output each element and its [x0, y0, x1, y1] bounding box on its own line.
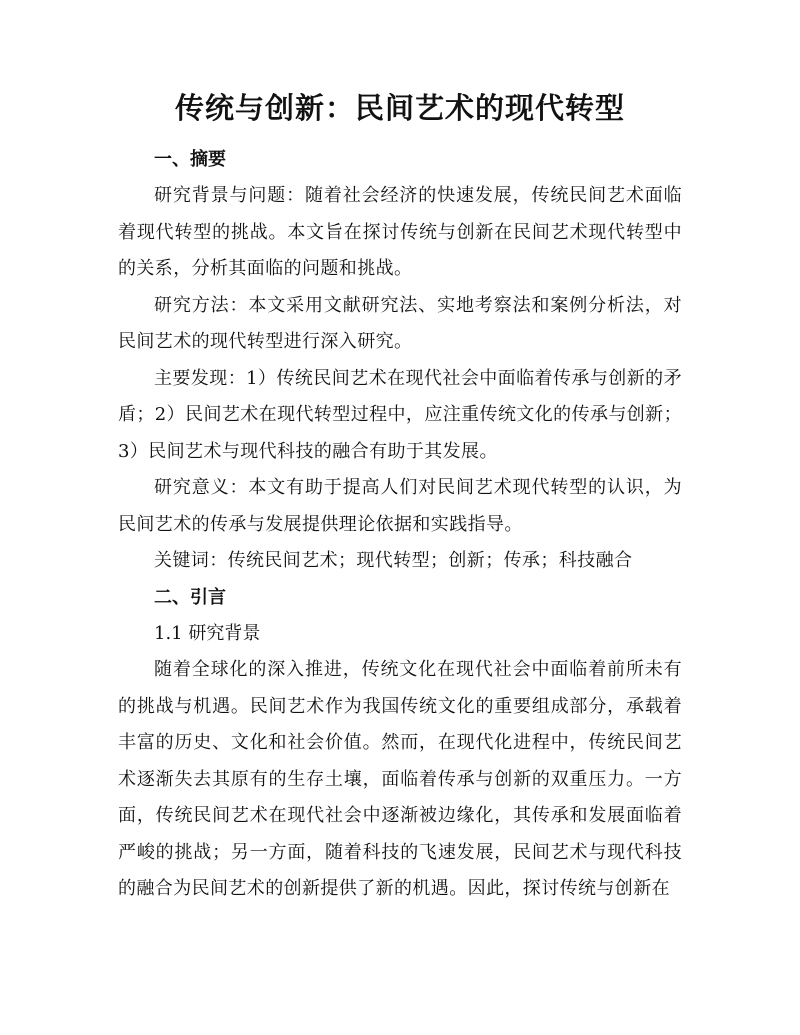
abstract-findings-paragraph: 主要发现：1）传统民间艺术在现代社会中面临着传承与创新的矛盾；2）民间艺术在现代转型过程中，应注重传统文化的传承与创新；3）民间艺术与现代科技的融合有助于其发展。: [118, 367, 682, 462]
introduction-body-paragraph: 随着全球化的深入推进，传统文化在现代社会中面临着前所未有的挑战与机遇。民间艺术作为我国传统文化的重要组成部分，承载着丰富的历史、文化和社会价值。然而，在现代化进程中，传统民间艺术逐渐失去其原有的生存土壤，面临着传承与创新的双重压力。一方面，传统民间艺术在现代社会中逐渐被边缘化，其传承和发展面临着严峻的挑战；另一方面，随着科技的飞速发展，民间艺术与现代科技的融合为民间艺术的创新提供了新的机遇。因此，探讨传统与创新在: [118, 659, 682, 899]
section-heading-abstract: 一、摘要: [154, 149, 226, 170]
abstract-background-paragraph: 研究背景与问题：随着社会经济的快速发展，传统民间艺术面临着现代转型的挑战。本文旨在探讨传统与创新在民间艺术现代转型中的关系，分析其面临的问题和挑战。: [118, 185, 682, 279]
abstract-significance-paragraph: 研究意义：本文有助于提高人们对民间艺术现代转型的认识，为民间艺术的传承与发展提供理论依据和实践指导。: [118, 477, 682, 535]
subsection-heading-background: 1.1 研究背景: [154, 622, 261, 644]
section-heading-introduction: 二、引言: [154, 586, 226, 608]
keywords-paragraph: 关键词：传统民间艺术；现代转型；创新；传承；科技融合: [154, 550, 633, 571]
document-title: 传统与创新：民间艺术的现代转型: [174, 91, 625, 125]
abstract-methods-paragraph: 研究方法：本文采用文献研究法、实地考察法和案例分析法，对民间艺术的现代转型进行深入研究。: [118, 294, 682, 352]
